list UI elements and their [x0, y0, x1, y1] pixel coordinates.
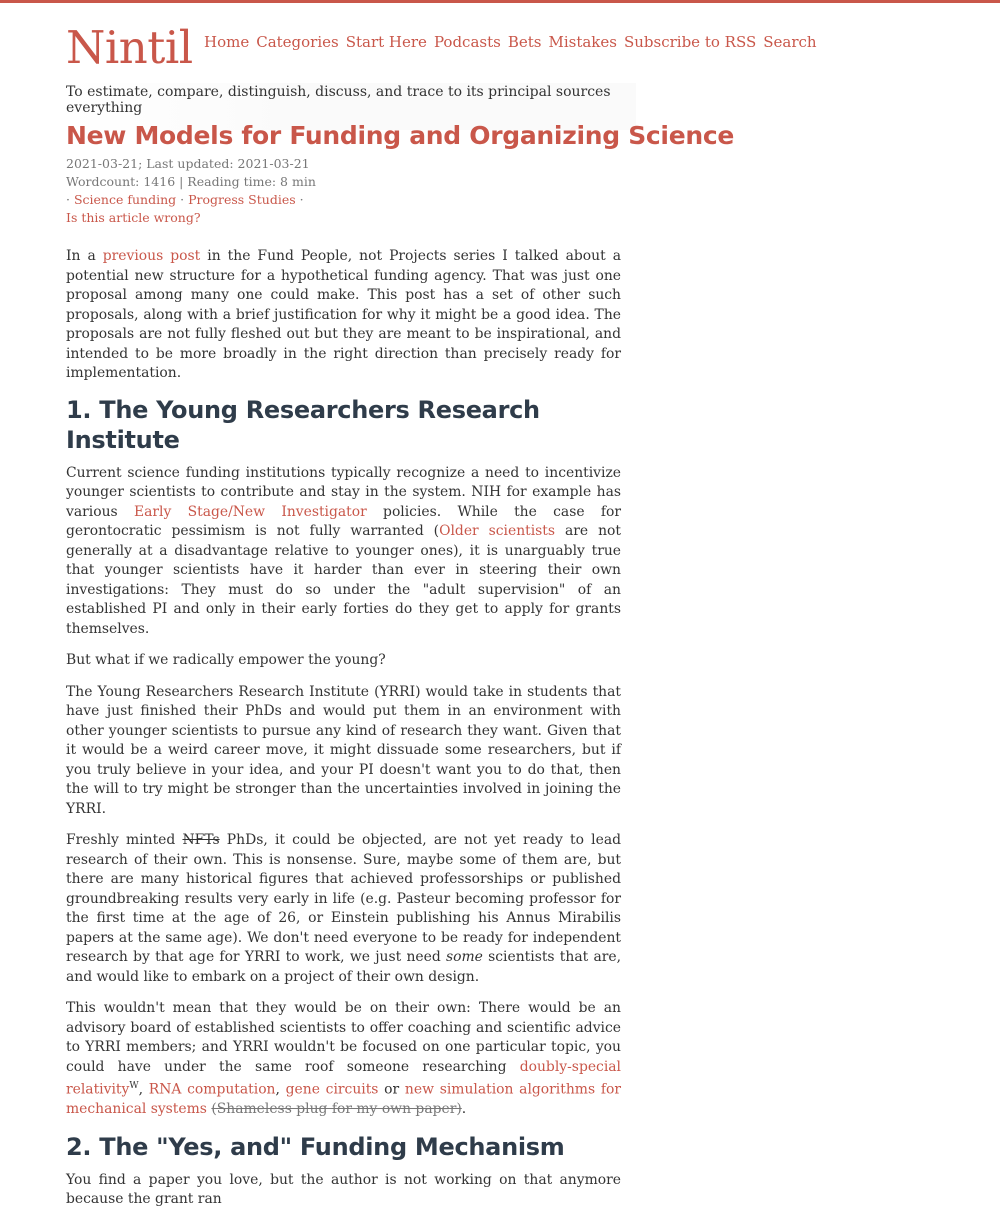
nav-home[interactable]: Home — [204, 33, 250, 51]
intro-text: in the Fund People, not Projects series I talked about a potential new structure for a hypothetical funding agency. That was just one proposal among many one could make. This post has a set of other such proposals, along with a brief justification for why it might be a good idea. The proposals are not fully fleshed out but they are meant to be inspirational, and intended to be more broadly in the right direction than precisely ready for implementation. — [66, 248, 621, 381]
paragraph — [66, 464, 621, 640]
paragraph-text: , — [275, 1081, 286, 1098]
article-wrong-link[interactable]: Is this article wrong? — [66, 210, 201, 225]
site-tagline: To estimate, compare, distinguish, discuss, and trace to its principal sources everything — [66, 83, 636, 130]
site-title[interactable]: Nintil — [66, 21, 193, 74]
intro-text: In a — [66, 248, 103, 264]
main-nav — [204, 33, 817, 51]
article-dates: 2021-03-21; Last updated: 2021-03-21 — [66, 156, 310, 171]
category-separator: · — [180, 192, 185, 207]
nav-mistakes[interactable]: Mistakes — [548, 33, 617, 51]
simulation-algorithms-link[interactable]: new simulation algorithms for mechanical systems — [66, 1081, 621, 1118]
paragraph-text: policies. While the case for gerontocratic pessimism is not fully warranted ( — [66, 503, 621, 539]
category-separator: · — [299, 192, 304, 207]
paragraph: But what if we radically empower the young? — [66, 652, 386, 668]
paragraph-text: are not generally at a disadvantage relative to younger ones), it is unarguably true that younger scientists have it harder than ever in steering their own investigations: They must do so under the "adult supervision" of an established PI and only in their early forties do they get to apply for grants themselves. — [66, 523, 621, 637]
section-heading-2: 2. The "Yes, and" Funding Mechanism — [66, 1132, 565, 1161]
paragraph-text: . — [461, 1101, 467, 1118]
category-science-funding[interactable]: Science funding — [73, 192, 177, 207]
early-stage-investigator-link[interactable]: Early Stage/New Investigator — [133, 503, 367, 520]
paragraph-text: PhDs, it could be objected, are not yet ready to lead research of their own. This is nonsense. Sure, maybe some of them are, but there are many historical figures that achieved professorships or published groundbreaking results very early in life (e.g. Pasteur becoming professor for the first time at the age of 26, or Einstein publishing his Annus Mirabilis papers at the same age). We don't need everyone to be ready for independent research by that age for YRRI to work, we just need — [66, 832, 621, 965]
paragraph-text: Current science funding institutions typically recognize a need to incentivize younger scientists to contribute and stay in the system. NIH for example has various — [66, 464, 621, 520]
nav-rss[interactable]: Subscribe to RSS — [623, 33, 757, 51]
paragraph-text: , — [138, 1081, 149, 1098]
nav-bets[interactable]: Bets — [507, 33, 542, 51]
intro-paragraph — [66, 247, 621, 384]
article-stats: Wordcount: 1416 | Reading time: 8 min — [66, 174, 316, 189]
nav-start-here[interactable]: Start Here — [345, 33, 427, 51]
category-progress-studies[interactable]: Progress Studies — [188, 192, 296, 207]
emphasis: some — [446, 949, 483, 965]
older-scientists-link[interactable]: Older scientists — [439, 523, 556, 539]
paragraph-text: scientists that are, and would like to embark on a project of their own design. — [66, 949, 622, 985]
paragraph: The Young Researchers Research Institute (YRRI) would take in students that have just finished their PhDs and would put them in an environment with other younger scientists to pursue any kind of research they want. Given that it would be a weird career move, it might dissuade some researchers, but if you truly believe in your idea, and your PI doesn't want you to do that, then the will to try might be stronger than the uncertainties involved in joining the YRRI. — [66, 683, 621, 817]
gene-circuits-link[interactable]: gene circuits — [285, 1081, 379, 1098]
struck-text: NFTs — [182, 832, 220, 848]
doubly-special-relativity-link[interactable]: doubly-special relativity — [66, 1058, 621, 1098]
previous-post-link[interactable]: previous post — [102, 248, 201, 264]
paragraph — [66, 999, 621, 1120]
article — [66, 119, 735, 1210]
paragraph-text: or — [378, 1081, 405, 1098]
article-categories — [66, 191, 621, 209]
rna-computation-link[interactable]: RNA computation — [148, 1081, 276, 1098]
paragraph-text: Freshly minted — [66, 832, 183, 848]
struck-text: (Shameless plug for my own paper) — [211, 1101, 462, 1118]
nav-search[interactable]: Search — [763, 33, 817, 51]
section-heading-1: 1. The Young Researchers Research Institute — [66, 395, 540, 454]
paragraph: You find a paper you love, but the author is not working on that anymore because the grant ran — [66, 1171, 621, 1208]
paragraph — [66, 831, 621, 987]
nav-categories[interactable]: Categories — [256, 33, 339, 51]
paragraph-text: This wouldn't mean that they would be on their own: There would be an advisory board of established scientists to offer coaching and scientific advice to YRRI members; and YRRI wouldn't be focused on one particular topic, you could have under the same roof someone researching — [66, 1000, 621, 1075]
wikipedia-marker: W — [129, 1081, 139, 1091]
category-separator: · — [66, 192, 70, 207]
article-meta — [66, 155, 621, 227]
nav-podcasts[interactable]: Podcasts — [433, 33, 501, 51]
article-title: New Models for Funding and Organizing Science — [66, 121, 735, 150]
